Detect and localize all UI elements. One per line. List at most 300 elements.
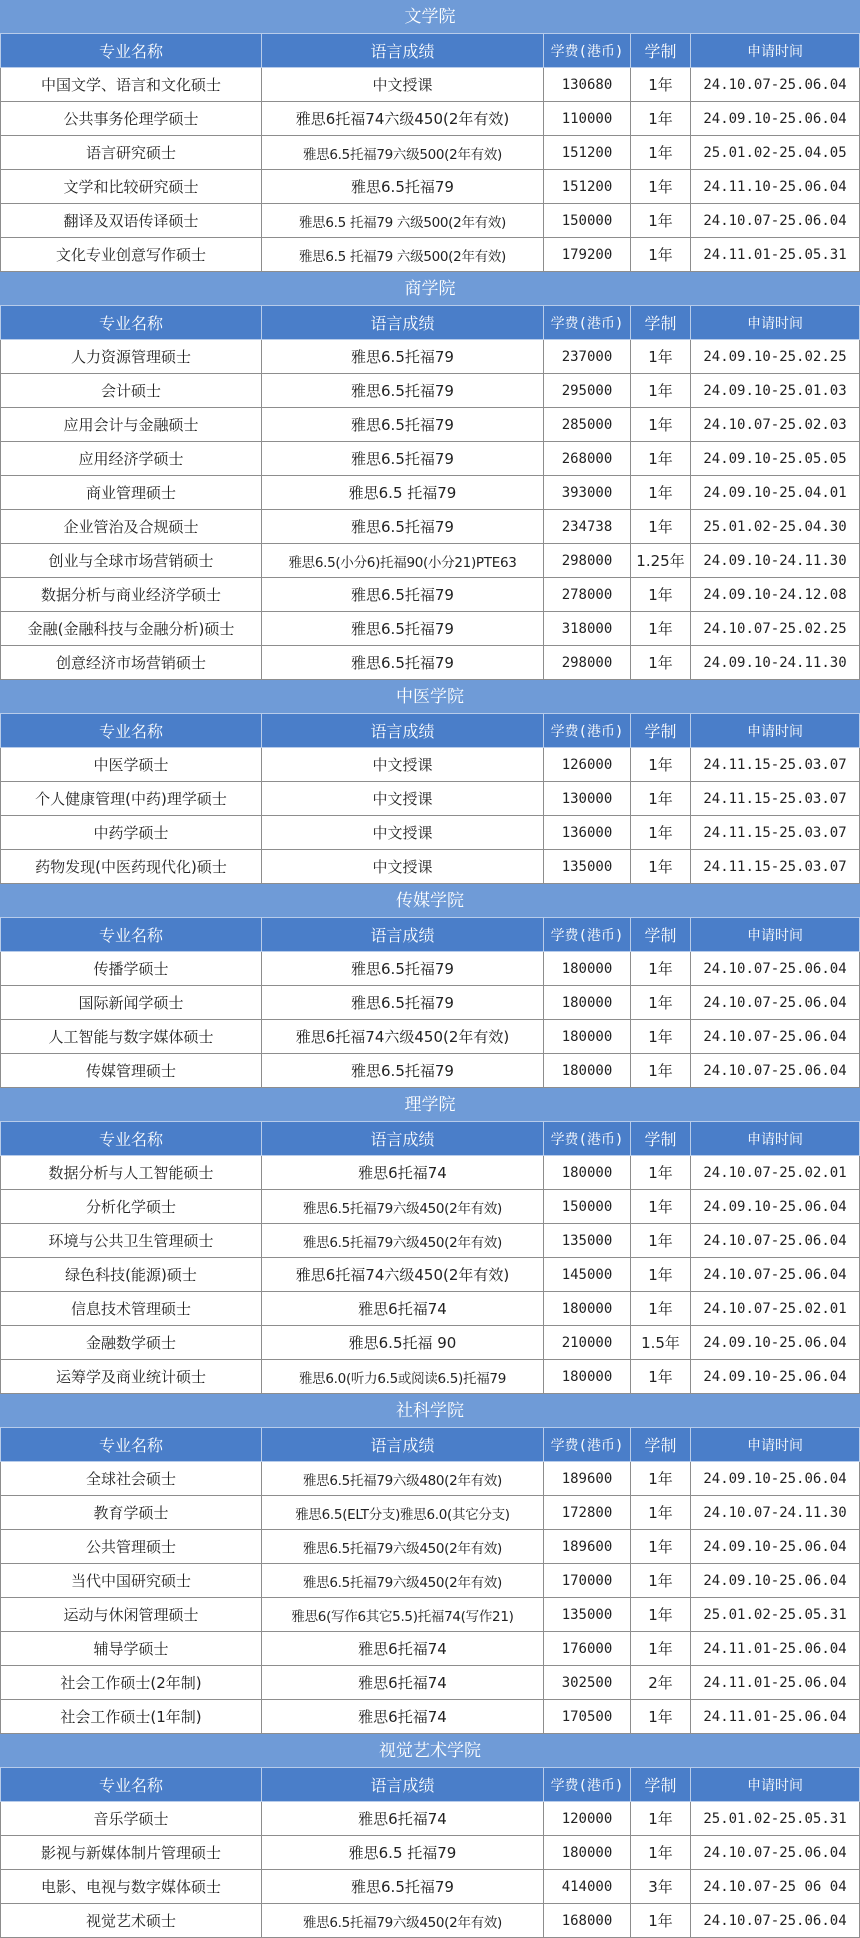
school-title: 社科学院 [0,1394,860,1428]
cell-duration: 1年 [631,578,691,611]
col-header-duration: 学制 [631,306,691,339]
cell-application-period: 24.09.10-25.01.03 [691,374,860,407]
col-header-name: 专业名称 [0,34,262,67]
cell-tuition-fee: 295000 [544,374,631,407]
cell-program-name: 公共管理硕士 [0,1530,262,1563]
col-header-language: 语言成绩 [262,34,544,67]
col-header-name: 专业名称 [0,918,262,951]
table-row [0,578,860,612]
cell-program-name: 金融数学硕士 [0,1326,262,1359]
cell-tuition-fee: 130000 [544,782,631,815]
cell-language-req: 雅思6托福74六级450(2年有效) [262,1020,544,1053]
cell-application-period: 25.01.02-25.04.30 [691,510,860,543]
table-header-row [0,918,860,952]
cell-program-name: 传媒管理硕士 [0,1054,262,1087]
cell-language-req: 雅思6.5托福79 [262,1054,544,1087]
col-header-language: 语言成绩 [262,1768,544,1801]
cell-tuition-fee: 179200 [544,238,631,271]
table-row [0,204,860,238]
cell-application-period: 24.10.07-25.06.04 [691,1904,860,1937]
cell-tuition-fee: 180000 [544,1360,631,1393]
cell-tuition-fee: 151200 [544,170,631,203]
cell-language-req: 中文授课 [262,748,544,781]
col-header-duration: 学制 [631,1768,691,1801]
col-header-language: 语言成绩 [262,918,544,951]
cell-language-req: 雅思6.5托福79 [262,952,544,985]
cell-tuition-fee: 298000 [544,646,631,679]
school-section [0,1734,860,1938]
cell-duration: 1年 [631,204,691,237]
cell-duration: 1年 [631,1360,691,1393]
cell-duration: 2年 [631,1666,691,1699]
table-row [0,1530,860,1564]
table-header-row [0,34,860,68]
cell-language-req: 雅思6.5托福79 [262,510,544,543]
cell-application-period: 24.09.10-25.04.01 [691,476,860,509]
school-title: 传媒学院 [0,884,860,918]
cell-duration: 1年 [631,1598,691,1631]
school-section [0,272,860,680]
cell-tuition-fee: 172800 [544,1496,631,1529]
cell-program-name: 药物发现(中医药现代化)硕士 [0,850,262,883]
cell-program-name: 数据分析与人工智能硕士 [0,1156,262,1189]
col-header-language: 语言成绩 [262,306,544,339]
cell-language-req: 中文授课 [262,68,544,101]
cell-application-period: 24.10.07-25.06.04 [691,986,860,1019]
cell-tuition-fee: 302500 [544,1666,631,1699]
cell-tuition-fee: 145000 [544,1258,631,1291]
cell-application-period: 24.10.07-25.06.04 [691,68,860,101]
cell-language-req: 雅思6托福74 [262,1632,544,1665]
cell-program-name: 企业管治及合规硕士 [0,510,262,543]
school-section [0,1394,860,1734]
table-row [0,1632,860,1666]
cell-duration: 1年 [631,510,691,543]
cell-application-period: 24.10.07-25.06.04 [691,1258,860,1291]
table-row [0,1224,860,1258]
col-header-fee: 学费(港币) [544,714,631,747]
cell-language-req: 雅思6.5托福 90 [262,1326,544,1359]
col-header-period: 申请时间 [691,306,860,339]
table-row [0,1496,860,1530]
col-header-duration: 学制 [631,918,691,951]
table-row [0,646,860,680]
table-row [0,1836,860,1870]
school-title: 中医学院 [0,680,860,714]
cell-application-period: 24.11.01-25.06.04 [691,1632,860,1665]
cell-duration: 1.5年 [631,1326,691,1359]
cell-duration: 1年 [631,340,691,373]
cell-duration: 3年 [631,1870,691,1903]
cell-language-req: 雅思6.5托福79 [262,646,544,679]
table-header-row [0,1428,860,1462]
cell-application-period: 24.10.07-25.06.04 [691,204,860,237]
cell-program-name: 中药学硕士 [0,816,262,849]
cell-tuition-fee: 180000 [544,1020,631,1053]
cell-tuition-fee: 120000 [544,1802,631,1835]
cell-duration: 1年 [631,1462,691,1495]
cell-tuition-fee: 150000 [544,204,631,237]
cell-application-period: 24.09.10-25.06.04 [691,102,860,135]
cell-application-period: 24.10.07-25.02.03 [691,408,860,441]
cell-program-name: 运动与休闲管理硕士 [0,1598,262,1631]
cell-application-period: 24.09.10-25.06.04 [691,1360,860,1393]
cell-tuition-fee: 189600 [544,1530,631,1563]
cell-program-name: 传播学硕士 [0,952,262,985]
table-row [0,476,860,510]
cell-language-req: 中文授课 [262,816,544,849]
cell-duration: 1年 [631,408,691,441]
col-header-duration: 学制 [631,714,691,747]
cell-duration: 1年 [631,1836,691,1869]
cell-application-period: 24.11.01-25.06.04 [691,1700,860,1733]
cell-program-name: 商业管理硕士 [0,476,262,509]
cell-duration: 1年 [631,1190,691,1223]
col-header-language: 语言成绩 [262,714,544,747]
cell-tuition-fee: 393000 [544,476,631,509]
cell-language-req: 雅思6托福74 [262,1666,544,1699]
cell-language-req: 雅思6.5托福79六级480(2年有效) [262,1462,544,1495]
cell-program-name: 文学和比较研究硕士 [0,170,262,203]
cell-program-name: 个人健康管理(中药)理学硕士 [0,782,262,815]
cell-application-period: 24.09.10-24.11.30 [691,646,860,679]
table-row [0,1360,860,1394]
cell-tuition-fee: 130680 [544,68,631,101]
cell-program-name: 教育学硕士 [0,1496,262,1529]
cell-tuition-fee: 189600 [544,1462,631,1495]
table-row [0,1666,860,1700]
col-header-period: 申请时间 [691,34,860,67]
cell-program-name: 运筹学及商业统计硕士 [0,1360,262,1393]
cell-language-req: 雅思6托福74 [262,1292,544,1325]
cell-application-period: 24.10.07-25.06.04 [691,1836,860,1869]
cell-duration: 1年 [631,1156,691,1189]
cell-tuition-fee: 170000 [544,1564,631,1597]
cell-language-req: 雅思6.5托福79 [262,374,544,407]
table-header-row [0,1122,860,1156]
col-header-fee: 学费(港币) [544,1428,631,1461]
table-row [0,1326,860,1360]
table-row [0,1700,860,1734]
table-row [0,782,860,816]
cell-application-period: 24.11.10-25.06.04 [691,170,860,203]
col-header-language: 语言成绩 [262,1122,544,1155]
table-header-row [0,714,860,748]
cell-program-name: 绿色科技(能源)硕士 [0,1258,262,1291]
cell-application-period: 24.10.07-25.02.01 [691,1156,860,1189]
cell-tuition-fee: 170500 [544,1700,631,1733]
cell-application-period: 24.11.15-25.03.07 [691,782,860,815]
cell-application-period: 24.09.10-25.06.04 [691,1564,860,1597]
table-row [0,442,860,476]
cell-application-period: 24.10.07-25.06.04 [691,1224,860,1257]
cell-duration: 1年 [631,1632,691,1665]
cell-tuition-fee: 176000 [544,1632,631,1665]
cell-tuition-fee: 278000 [544,578,631,611]
cell-tuition-fee: 135000 [544,850,631,883]
cell-application-period: 24.11.15-25.03.07 [691,816,860,849]
cell-language-req: 雅思6.0(听力6.5或阅读6.5)托福79 [262,1360,544,1393]
cell-tuition-fee: 298000 [544,544,631,577]
col-header-name: 专业名称 [0,1428,262,1461]
cell-duration: 1年 [631,1054,691,1087]
table-row [0,1020,860,1054]
cell-language-req: 雅思6.5托福79 [262,340,544,373]
school-title: 文学院 [0,0,860,34]
col-header-fee: 学费(港币) [544,34,631,67]
cell-application-period: 24.09.10-25.06.04 [691,1530,860,1563]
cell-program-name: 电影、电视与数字媒体硕士 [0,1870,262,1903]
cell-language-req: 雅思6.5托福79六级450(2年有效) [262,1530,544,1563]
cell-duration: 1年 [631,476,691,509]
table-row [0,1870,860,1904]
cell-program-name: 分析化学硕士 [0,1190,262,1223]
school-section [0,884,860,1088]
cell-tuition-fee: 237000 [544,340,631,373]
cell-program-name: 影视与新媒体制片管理硕士 [0,1836,262,1869]
cell-application-period: 24.09.10-24.11.30 [691,544,860,577]
table-row [0,136,860,170]
table-row [0,1292,860,1326]
cell-language-req: 雅思6.5托福79 [262,442,544,475]
table-header-row [0,1768,860,1802]
cell-tuition-fee: 168000 [544,1904,631,1937]
cell-program-name: 当代中国研究硕士 [0,1564,262,1597]
cell-tuition-fee: 318000 [544,612,631,645]
cell-duration: 1年 [631,1224,691,1257]
cell-application-period: 24.11.01-25.06.04 [691,1666,860,1699]
table-row [0,340,860,374]
cell-duration: 1年 [631,1700,691,1733]
cell-application-period: 24.10.07-25.06.04 [691,952,860,985]
cell-application-period: 24.11.01-25.05.31 [691,238,860,271]
cell-language-req: 雅思6.5(ELT分支)雅思6.0(其它分支) [262,1496,544,1529]
cell-tuition-fee: 268000 [544,442,631,475]
cell-application-period: 24.09.10-25.05.05 [691,442,860,475]
cell-tuition-fee: 285000 [544,408,631,441]
cell-duration: 1年 [631,816,691,849]
cell-application-period: 24.10.07-25.02.25 [691,612,860,645]
col-header-period: 申请时间 [691,714,860,747]
cell-tuition-fee: 180000 [544,1054,631,1087]
cell-application-period: 24.09.10-25.06.04 [691,1462,860,1495]
cell-duration: 1.25年 [631,544,691,577]
table-row [0,1258,860,1292]
cell-duration: 1年 [631,102,691,135]
cell-application-period: 24.10.07-25 06 04 [691,1870,860,1903]
cell-duration: 1年 [631,1904,691,1937]
table-row [0,816,860,850]
cell-program-name: 会计硕士 [0,374,262,407]
cell-program-name: 语言研究硕士 [0,136,262,169]
cell-language-req: 雅思6托福74 [262,1802,544,1835]
cell-program-name: 社会工作硕士(2年制) [0,1666,262,1699]
cell-tuition-fee: 180000 [544,1156,631,1189]
cell-tuition-fee: 136000 [544,816,631,849]
cell-tuition-fee: 180000 [544,1292,631,1325]
school-section [0,0,860,272]
table-row [0,1802,860,1836]
col-header-period: 申请时间 [691,1122,860,1155]
cell-language-req: 雅思6.5 托福79 [262,1836,544,1869]
school-title: 理学院 [0,1088,860,1122]
cell-tuition-fee: 150000 [544,1190,631,1223]
col-header-fee: 学费(港币) [544,1122,631,1155]
cell-language-req: 雅思6(写作6其它5.5)托福74(写作21) [262,1598,544,1631]
table-row [0,510,860,544]
cell-language-req: 雅思6.5托福79 [262,986,544,1019]
cell-program-name: 翻译及双语传译硕士 [0,204,262,237]
cell-tuition-fee: 180000 [544,986,631,1019]
col-header-duration: 学制 [631,1428,691,1461]
table-row [0,238,860,272]
cell-tuition-fee: 135000 [544,1224,631,1257]
cell-tuition-fee: 151200 [544,136,631,169]
table-row [0,952,860,986]
cell-duration: 1年 [631,952,691,985]
cell-duration: 1年 [631,1496,691,1529]
col-header-period: 申请时间 [691,1768,860,1801]
cell-language-req: 雅思6.5托福79六级450(2年有效) [262,1564,544,1597]
cell-application-period: 24.11.15-25.03.07 [691,850,860,883]
cell-application-period: 24.10.07-25.06.04 [691,1020,860,1053]
cell-duration: 1年 [631,850,691,883]
cell-language-req: 雅思6.5托福79六级450(2年有效) [262,1190,544,1223]
cell-tuition-fee: 234738 [544,510,631,543]
cell-language-req: 雅思6托福74 [262,1156,544,1189]
col-header-fee: 学费(港币) [544,918,631,951]
col-header-name: 专业名称 [0,1122,262,1155]
cell-duration: 1年 [631,68,691,101]
cell-language-req: 雅思6.5 托福79 六级500(2年有效) [262,204,544,237]
table-row [0,1462,860,1496]
cell-duration: 1年 [631,646,691,679]
table-row [0,850,860,884]
cell-duration: 1年 [631,136,691,169]
cell-duration: 1年 [631,238,691,271]
table-row [0,544,860,578]
cell-duration: 1年 [631,782,691,815]
cell-tuition-fee: 126000 [544,748,631,781]
cell-program-name: 辅导学硕士 [0,1632,262,1665]
cell-program-name: 创业与全球市场营销硕士 [0,544,262,577]
cell-tuition-fee: 210000 [544,1326,631,1359]
cell-program-name: 文化专业创意写作硕士 [0,238,262,271]
cell-duration: 1年 [631,1020,691,1053]
table-row [0,170,860,204]
cell-tuition-fee: 180000 [544,1836,631,1869]
cell-duration: 1年 [631,374,691,407]
table-row [0,748,860,782]
cell-duration: 1年 [631,1564,691,1597]
table-row [0,986,860,1020]
cell-program-name: 全球社会硕士 [0,1462,262,1495]
cell-tuition-fee: 135000 [544,1598,631,1631]
cell-duration: 1年 [631,170,691,203]
school-section [0,1088,860,1394]
cell-language-req: 雅思6.5托福79 [262,578,544,611]
cell-application-period: 24.10.07-25.02.01 [691,1292,860,1325]
cell-duration: 1年 [631,1292,691,1325]
cell-duration: 1年 [631,1530,691,1563]
school-title: 视觉艺术学院 [0,1734,860,1768]
cell-program-name: 金融(金融科技与金融分析)硕士 [0,612,262,645]
cell-program-name: 信息技术管理硕士 [0,1292,262,1325]
cell-program-name: 公共事务伦理学硕士 [0,102,262,135]
col-header-name: 专业名称 [0,714,262,747]
col-header-duration: 学制 [631,1122,691,1155]
cell-program-name: 人力资源管理硕士 [0,340,262,373]
cell-program-name: 视觉艺术硕士 [0,1904,262,1937]
cell-language-req: 雅思6.5托福79六级450(2年有效) [262,1904,544,1937]
col-header-name: 专业名称 [0,1768,262,1801]
table-row [0,374,860,408]
table-row [0,68,860,102]
cell-application-period: 24.09.10-24.12.08 [691,578,860,611]
cell-language-req: 雅思6.5托福79六级450(2年有效) [262,1224,544,1257]
cell-language-req: 雅思6.5(小分6)托福90(小分21)PTE63 [262,544,544,577]
cell-language-req: 雅思6.5托福79 [262,1870,544,1903]
table-row [0,1564,860,1598]
cell-language-req: 雅思6.5托福79 [262,408,544,441]
cell-application-period: 24.10.07-25.06.04 [691,1054,860,1087]
school-title: 商学院 [0,272,860,306]
cell-language-req: 雅思6.5托福79六级500(2年有效) [262,136,544,169]
cell-tuition-fee: 180000 [544,952,631,985]
cell-duration: 1年 [631,442,691,475]
cell-language-req: 中文授课 [262,850,544,883]
table-row [0,1598,860,1632]
cell-duration: 1年 [631,986,691,1019]
col-header-period: 申请时间 [691,918,860,951]
cell-program-name: 中医学硕士 [0,748,262,781]
cell-program-name: 社会工作硕士(1年制) [0,1700,262,1733]
cell-program-name: 环境与公共卫生管理硕士 [0,1224,262,1257]
cell-tuition-fee: 110000 [544,102,631,135]
cell-tuition-fee: 414000 [544,1870,631,1903]
table-row [0,1904,860,1938]
cell-program-name: 数据分析与商业经济学硕士 [0,578,262,611]
cell-language-req: 雅思6托福74六级450(2年有效) [262,1258,544,1291]
table-row [0,612,860,646]
col-header-duration: 学制 [631,34,691,67]
cell-program-name: 音乐学硕士 [0,1802,262,1835]
table-row [0,1190,860,1224]
col-header-fee: 学费(港币) [544,1768,631,1801]
col-header-fee: 学费(港币) [544,306,631,339]
cell-language-req: 雅思6托福74六级450(2年有效) [262,102,544,135]
cell-program-name: 人工智能与数字媒体硕士 [0,1020,262,1053]
school-section [0,680,860,884]
cell-language-req: 雅思6.5托福79 [262,170,544,203]
table-row [0,1054,860,1088]
col-header-name: 专业名称 [0,306,262,339]
col-header-language: 语言成绩 [262,1428,544,1461]
table-row [0,408,860,442]
cell-duration: 1年 [631,1258,691,1291]
cell-program-name: 应用会计与金融硕士 [0,408,262,441]
cell-program-name: 创意经济市场营销硕士 [0,646,262,679]
cell-program-name: 国际新闻学硕士 [0,986,262,1019]
cell-application-period: 25.01.02-25.05.31 [691,1802,860,1835]
cell-program-name: 中国文学、语言和文化硕士 [0,68,262,101]
cell-language-req: 雅思6.5 托福79 [262,476,544,509]
cell-application-period: 25.01.02-25.05.31 [691,1598,860,1631]
table-row [0,1156,860,1190]
cell-language-req: 中文授课 [262,782,544,815]
cell-language-req: 雅思6.5 托福79 六级500(2年有效) [262,238,544,271]
cell-application-period: 24.09.10-25.02.25 [691,340,860,373]
